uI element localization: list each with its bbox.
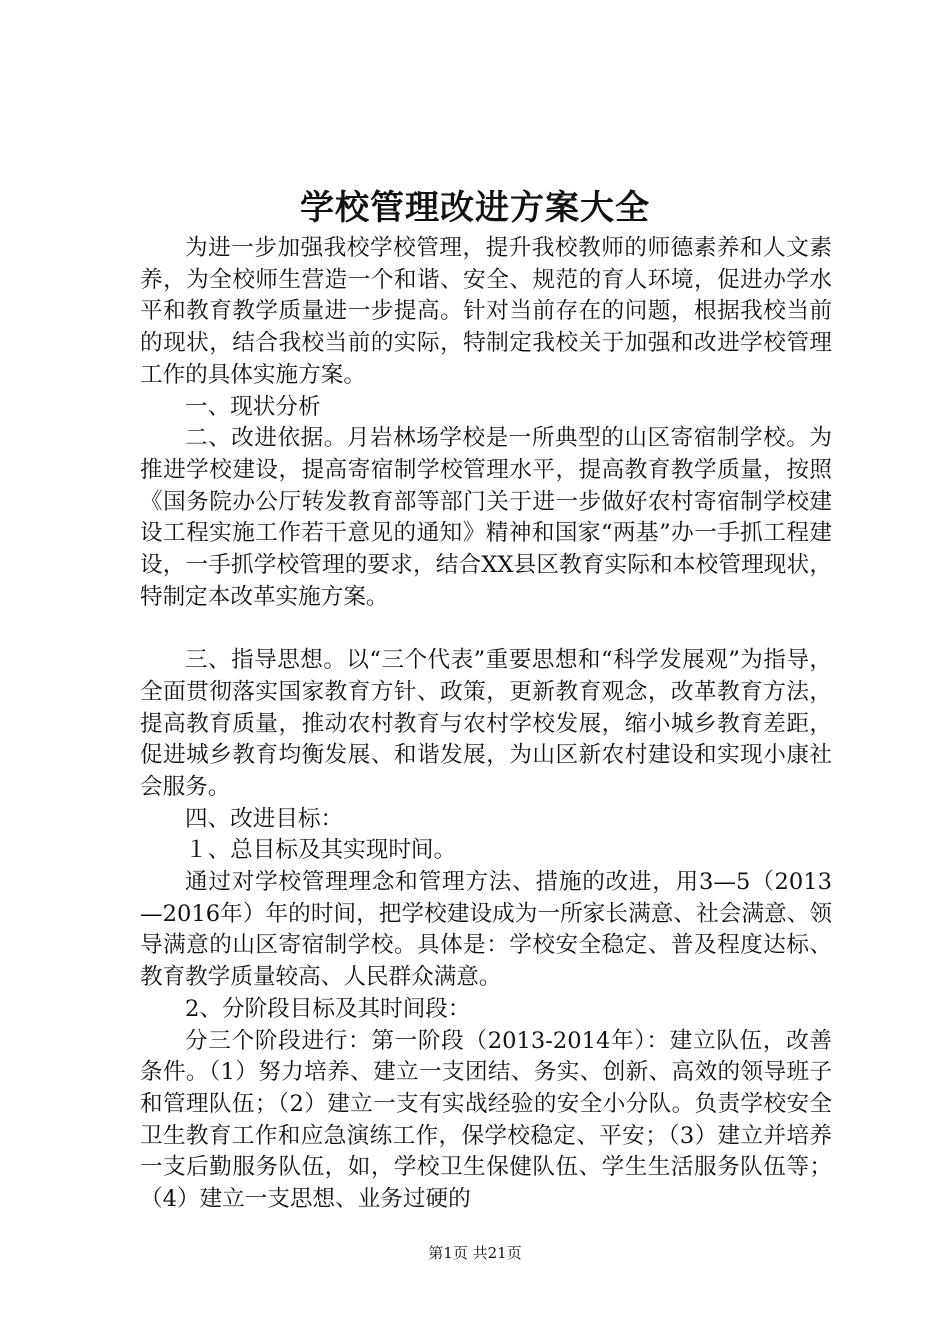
- section-basis-paragraph: 二、改进依据。月岩林场学校是一所典型的山区寄宿制学校。为推进学校建设，提高寄宿制学校管理水平，提高教育教学质量，按照《国务院办公厅转发教育部等部门关于进一步做好农村寄宿制学校建设工程实施工作若干意见的通知》精神和国家“两基”办一手抓工程建设，一手抓学校管理的要求，结合XX县区教育实际和本校管理现状，特制定本改革实施方案。: [140, 425, 832, 610]
- stages-paragraph: 分三个阶段进行：第一阶段（2013-2014年）：建立队伍，改善条件。（1）努力培养、建立一支团结、务实、创新、高效的领导班子和管理队伍；（2）建立一支有实战经验的安全小分队。负责学校安全卫生教育工作和应急演练工作，保学校稳定、平安；（3）建立并培养一支后勤服务队伍，如，学校卫生保健队伍、学生生活服务队伍等；（4）建立一支思想、业务过硬的: [140, 1027, 832, 1213]
- section-guiding-paragraph: 三、指导思想。以“三个代表”重要思想和“科学发展观”为指导，全面贯彻落实国家教育方针、政策，更新教育观念，改革教育方法，提高教育质量，推动农村教育与农村学校发展，缩小城乡教育差距，促进城乡教育均衡发展、和谐发展，为山区新农村建设和实现小康社会服务。: [140, 647, 832, 800]
- intro-paragraph: 为进一步加强我校学校管理，提升我校教师的师德素养和人文素养，为全校师生营造一个和谐、安全、规范的育人环境，促进办学水平和教育教学质量进一步提高。针对当前存在的问题，根据我校当前的现状，结合我校当前的实际，特制定我校关于加强和改进学校管理工作的具体实施方案。: [140, 235, 832, 388]
- page-footer: 第1页 共21页: [428, 1244, 522, 1262]
- overall-goal-paragraph: 通过对学校管理理念和管理方法、措施的改进，用3—5（2013—2016年）年的时间，把学校建设成为一所家长满意、社会满意、领导满意的山区寄宿制学校。具体是：学校安全稳定、普及程度达标、教育教学质量较高、人民群众满意。: [140, 869, 832, 991]
- section-heading-status: 一、现状分析: [185, 393, 321, 420]
- document-body: [140, 233, 832, 1216]
- section-heading-goals: 四、改进目标：: [185, 805, 344, 832]
- subsection-heading-stages: 2、分阶段目标及其时间段：: [185, 995, 471, 1022]
- document-title: 学校管理改进方案大全: [300, 188, 650, 228]
- subsection-heading-overall: １、总目标及其实现时间。: [185, 837, 457, 864]
